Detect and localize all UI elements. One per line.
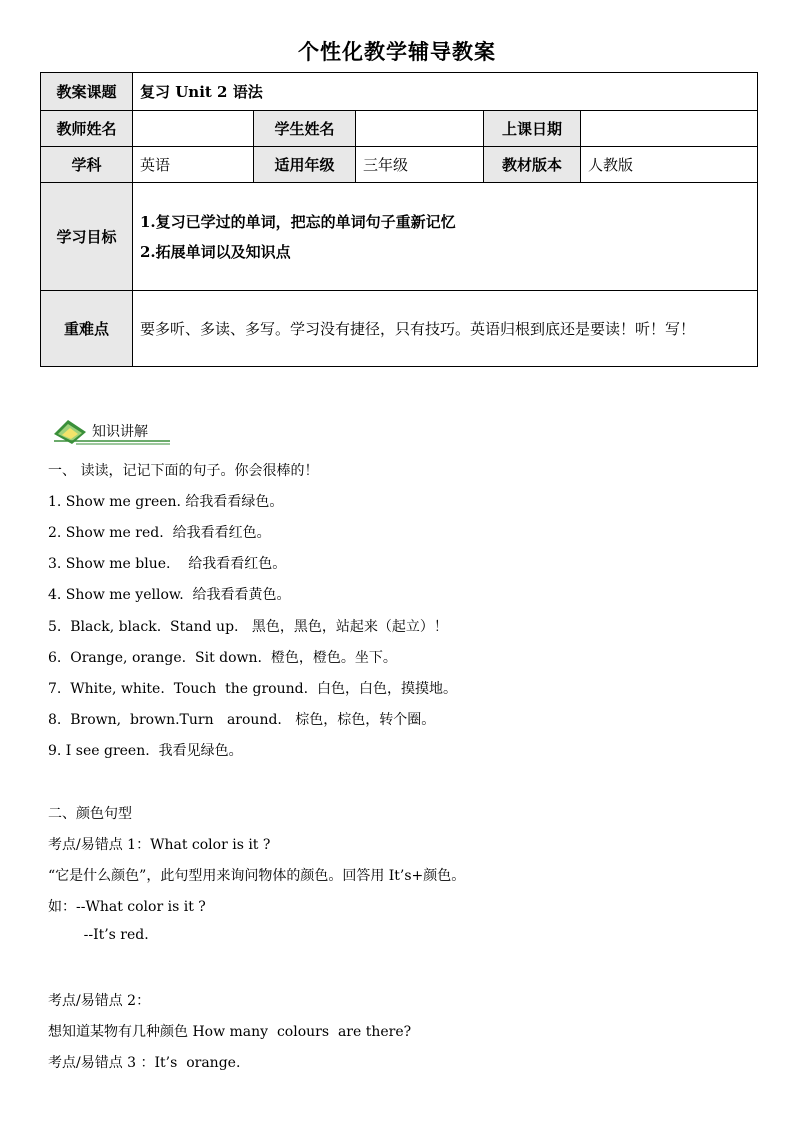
goal-label: 学习目标 xyxy=(41,183,133,291)
topic-value: 复习 Unit 2 语法 xyxy=(133,73,758,111)
page-title: 个性化教学辅导教案 xyxy=(298,40,496,64)
student-value xyxy=(356,111,484,147)
goal-value xyxy=(133,183,758,291)
body-line-13: “它是什么颜色”，此句型用来询问物体的颜色。回答用 It’s+颜色。 xyxy=(48,868,466,884)
body-line-15: --It’s red. xyxy=(48,927,149,943)
body-line-1: 一、 读读，记记下面的句子。你会很棒的！ xyxy=(48,463,319,479)
date-value xyxy=(581,111,758,147)
body-line-16: 考点/易错点 2： xyxy=(48,993,151,1009)
teacher-row xyxy=(41,111,758,147)
body-line-9: 8. Brown, brown.Turn around. 棕色，棕色，转个圈。 xyxy=(48,712,436,728)
subject-value: 英语 xyxy=(133,147,254,183)
teacher-label: 教师姓名 xyxy=(41,111,133,147)
topic-row xyxy=(41,73,758,111)
body-line-18: 考点/易错点 3 ：It’s orange. xyxy=(48,1055,241,1071)
goal-row xyxy=(41,183,758,291)
section-header xyxy=(50,414,172,446)
goal-line-1: 1.复习已学过的单词，把忘的单词句子重新记忆 xyxy=(140,212,456,231)
student-label: 学生姓名 xyxy=(254,111,356,147)
body-line-10: 9. I see green. 我看见绿色。 xyxy=(48,743,243,759)
date-label: 上课日期 xyxy=(484,111,581,147)
edition-value: 人教版 xyxy=(581,147,758,183)
body-line-3: 2. Show me red. 给我看看红色。 xyxy=(48,525,271,541)
body-line-14: 如：--What color is it ? xyxy=(48,899,206,915)
lesson-info-table xyxy=(40,72,758,367)
key-value: 要多听、多读、多写。学习没有捷径，只有技巧。英语归根到底还是要读！听！写！ xyxy=(133,291,758,367)
body-line-4: 3. Show me blue. 给我看看红色。 xyxy=(48,556,287,572)
body-line-11: 二、颜色句型 xyxy=(48,806,132,822)
body-line-12: 考点/易错点 1：What color is it ? xyxy=(48,837,271,853)
section-title: 知识讲解 xyxy=(92,424,148,440)
goal-line-2: 2.拓展单词以及知识点 xyxy=(140,242,291,261)
grade-value: 三年级 xyxy=(356,147,484,183)
body-line-2: 1. Show me green. 给我看看绿色。 xyxy=(48,494,284,510)
body-line-7: 6. Orange, orange. Sit down. 橙色，橙色。坐下。 xyxy=(48,650,397,666)
body-line-17: 想知道某物有几种颜色 How many colours are there? xyxy=(48,1024,412,1040)
edition-label: 教材版本 xyxy=(484,147,581,183)
topic-label: 教案课题 xyxy=(41,73,133,111)
subject-row xyxy=(41,147,758,183)
key-row xyxy=(41,291,758,367)
subject-label: 学科 xyxy=(41,147,133,183)
body-line-8: 7. White, white. Touch the ground. 白色，白色，摸摸地。 xyxy=(48,681,457,697)
body-line-5: 4. Show me yellow. 给我看看黄色。 xyxy=(48,587,291,603)
body-line-6: 5. Black, black. Stand up. 黑色，黑色，站起来（起立）！ xyxy=(48,619,448,635)
teacher-value xyxy=(133,111,254,147)
key-label: 重难点 xyxy=(41,291,133,367)
grade-label: 适用年级 xyxy=(254,147,356,183)
